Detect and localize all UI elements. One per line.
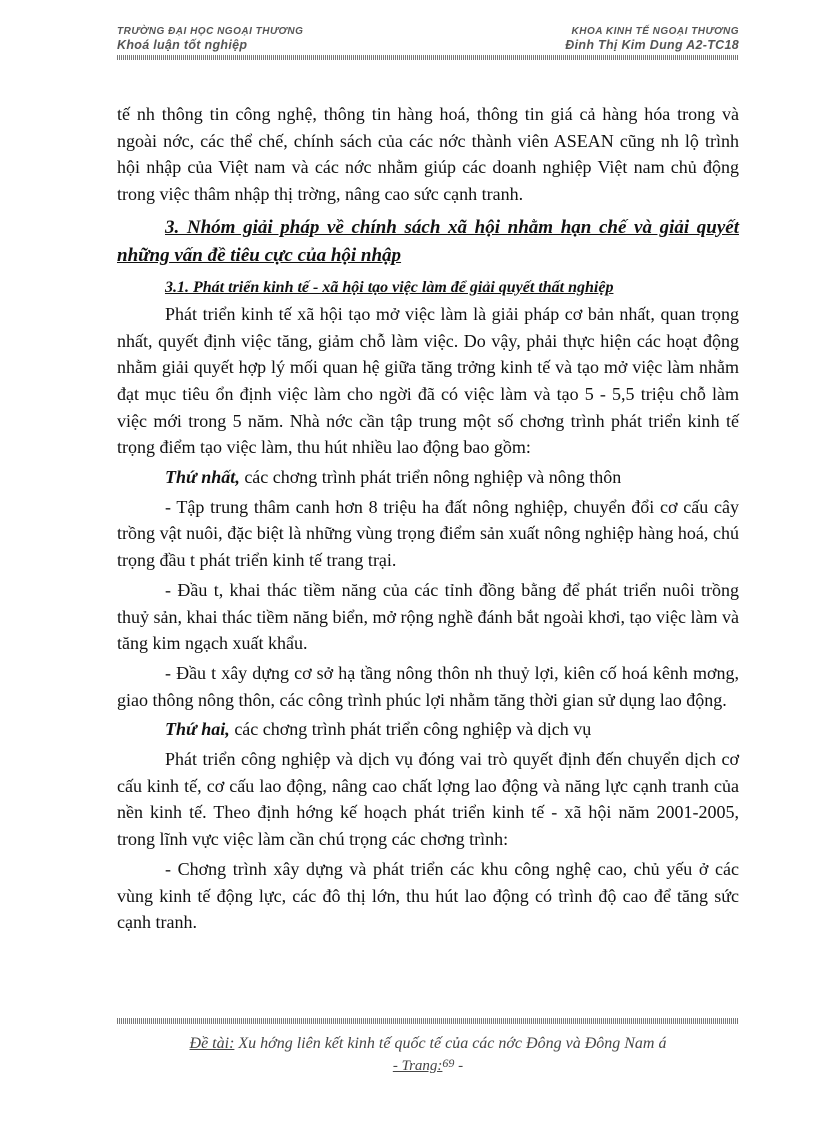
page-footer: [117, 1034, 739, 1075]
paragraph-overview: Phát triển kinh tế xã hội tạo mở việc làm là giải pháp cơ bản nhất, quan trọng nhất, quyết định việc tăng, giảm chỗ làm việc. Do vậy, phải thực hiện các hoạt động nhằm giải quyết hợp lý mối quan hệ giữa tăng trởng kinh tế và tạo mở việc làm nhằm đạt mục tiêu ổn định việc làm cho ngời đã có việc làm và tạo 5 - 5,5 triệu chỗ làm việc mới trong 5 năm. Nhà nớc cần tập trung một số chơng trình phát triển kinh tế trọng điểm tạo việc làm, thu hút nhiều lao động bao gồm:: [117, 303, 739, 458]
footer-label: Đề tài:: [189, 1035, 235, 1052]
bullet-infrastructure: - Đầu t xây dựng cơ sở hạ tầng nông thôn nh thuỷ lợi, kiên cố hoá kênh mơng, giao thông nông thôn, các công trình phúc lợi nhằm tăng thời gian sử dụng lao động.: [117, 662, 739, 710]
paragraph-first: [117, 464, 739, 491]
page-body: [117, 101, 739, 936]
paragraph-industry: Phát triển công nghiệp và dịch vụ đóng vai trò quyết định đến chuyển dịch cơ cấu kinh tế, cơ cấu lao động, nâng cao chất lợng lao động và năng lực cạnh tranh của nền kinh tế. Theo định hớng kế hoạch phát triển kinh tế - xã hội năm 2001-2005, trong lĩnh vực việc làm cần chú trọng các chơng trình:: [117, 749, 739, 850]
header-doc-type: Khoá luận tốt nghiệp: [117, 38, 248, 52]
first-lead: Thứ nhất,: [165, 467, 240, 488]
bullet-fisheries: - Đầu t, khai thác tiềm năng của các tỉnh đồng bằng để phát triển nuôi trồng thuỷ sản, khai thác tiềm năng biển, mở rộng nghề đánh bắt ngoài khơi, tạo việc làm và tăng kim ngạch xuất khẩu.: [117, 579, 739, 654]
header-left: [117, 26, 303, 52]
page-suffix: -: [454, 1058, 464, 1074]
footer-title: Xu hớng liên kết kinh tế quốc tế của các nớc Đông và Đông Nam á: [234, 1035, 667, 1052]
second-lead: Thứ hai,: [165, 719, 230, 740]
header-faculty: KHOA KINH TẾ NGOẠI THƯƠNG: [571, 26, 739, 37]
footer-topic: [117, 1034, 739, 1054]
section-heading: 3. Nhóm giải pháp về chính sách xã hội nhằm hạn chế và giải quyết những vấn đề tiêu cực của hội nhập: [117, 216, 739, 266]
header-right: [565, 26, 739, 52]
second-rest: các chơng trình phát triển công nghiệp và dịch vụ: [229, 719, 592, 740]
header-university: TRƯỜNG ĐẠI HỌC NGOẠI THƯƠNG: [117, 26, 304, 37]
first-rest: các chơng trình phát triển nông nghiệp và nông thôn: [239, 467, 622, 488]
page-prefix: - Trang:: [392, 1058, 443, 1074]
footer-divider: [117, 1018, 739, 1024]
header-divider: [117, 55, 739, 60]
paragraph-intro: tế nh thông tin công nghệ, thông tin hàng hoá, thông tin giá cả hàng hóa trong và ngoài nớc, các thể chế, chính sách của các nớc thành viên ASEAN cũng nh lộ trình hội nhập của Việt nam và các nớc nhằm giúp các doanh nghiệp Việt nam chủ động trong việc thâm nhập thị trờng, nâng cao sức cạnh tranh.: [117, 104, 739, 205]
page-header: [117, 26, 739, 56]
bullet-agriculture: - Tập trung thâm canh hơn 8 triệu ha đất nông nghiệp, chuyển đổi cơ cấu cây trồng vật nuôi, đặc biệt là những vùng trọng điểm sản xuất nông nghiệp hàng hoá, chú trọng đầu t phát triển kinh tế trang trại.: [117, 496, 739, 571]
page-number: 69: [442, 1056, 455, 1070]
subsection-heading: 3.1. Phát triển kinh tế - xã hội tạo việc làm để giải quyết thất nghiệp: [165, 278, 614, 296]
header-author: Đinh Thị Kim Dung A2-TC18: [565, 38, 739, 52]
bullet-hightech: - Chơng trình xây dựng và phát triển các khu công nghệ cao, chủ yếu ở các vùng kinh tế động lực, các đô thị lớn, thu hút lao động có trình độ cao để tăng sức cạnh tranh.: [117, 858, 739, 933]
paragraph-second: [117, 716, 739, 743]
page-indicator: [117, 1054, 739, 1075]
